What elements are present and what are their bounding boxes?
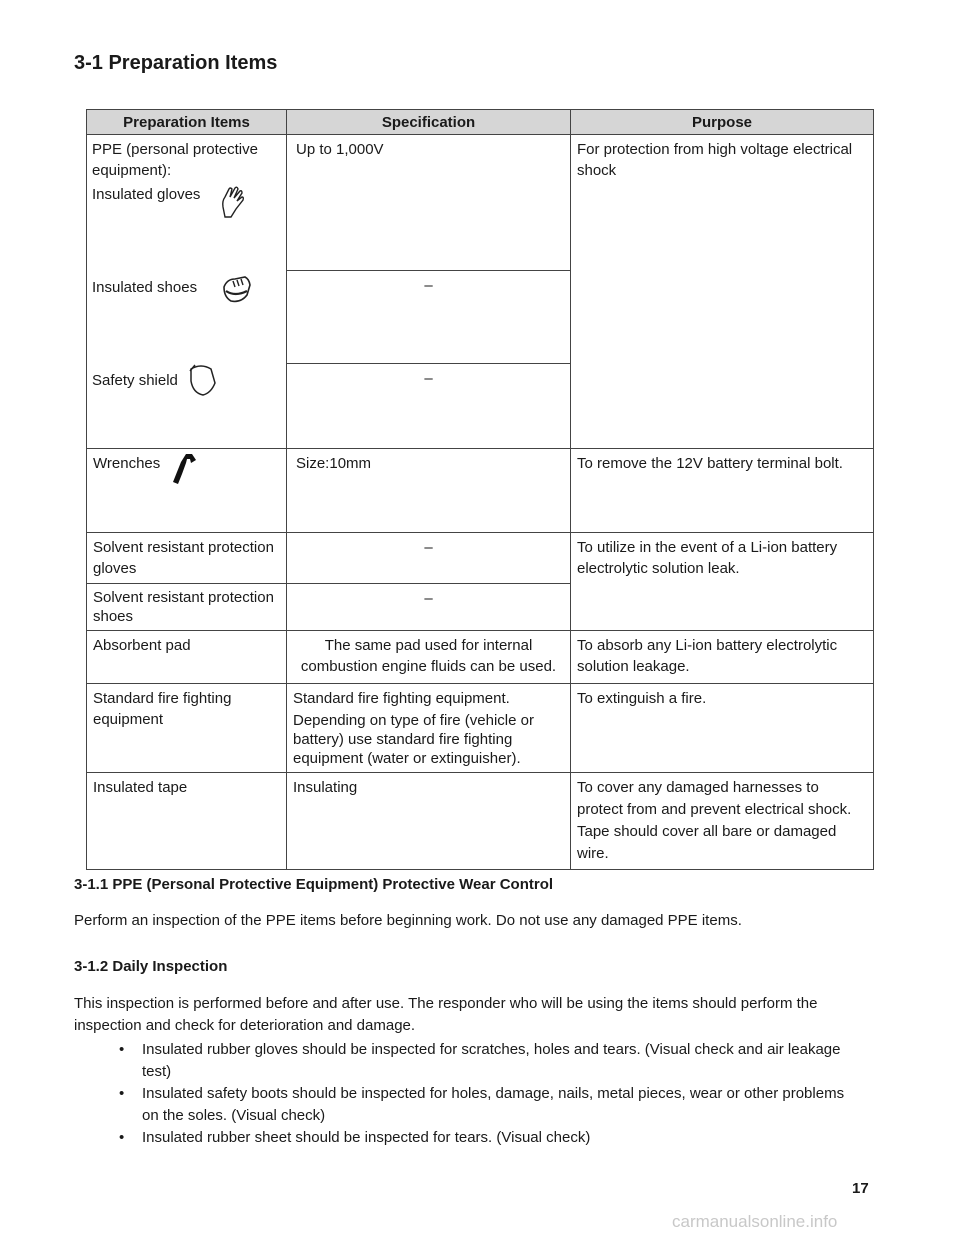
daily-inspection-text: This inspection is performed before and after use. The responder who will be using the items should perform the inspection and check for deterioration and damage. <box>74 995 818 1034</box>
subsection-title-ppe-control: 3-1.1 PPE (Personal Protective Equipment) Protective Wear Control <box>74 876 554 893</box>
shoe-icon <box>221 273 253 305</box>
insulated-shoes-spec: – <box>287 271 571 364</box>
wrenches-spec: Size:10mm <box>287 449 571 533</box>
solvent-shoes-spec: – <box>287 584 571 631</box>
solvent-shoes-label: Solvent resistant protection shoes <box>87 584 287 631</box>
insulated-shoes-label: Insulated shoes <box>92 279 198 296</box>
header-purpose: Purpose <box>571 110 874 135</box>
list-item: • Insulated rubber gloves should be inspected for scratches, holes and tears. (Visual check and air leakage test) <box>119 1041 841 1080</box>
wrenches-label: Wrenches <box>93 455 161 472</box>
table-row <box>87 684 874 773</box>
safety-shield-label: Safety shield <box>92 372 178 389</box>
insulated-tape-label: Insulated tape <box>87 773 287 870</box>
watermark: carmanualsonline.info <box>672 1212 838 1231</box>
fire-fighting-spec-line2: Depending on type of fire (vehicle or battery) use standard fire fighting equipment (water or extinguisher). <box>293 712 534 767</box>
safety-shield-icon <box>187 361 217 397</box>
fire-fighting-label: Standard fire fighting equipment <box>87 684 287 773</box>
list-item: • Insulated safety boots should be inspected for holes, damage, nails, metal pieces, wear or other problems on the soles. (Visual check) <box>119 1085 845 1124</box>
insulated-gloves-spec: Up to 1,000V <box>287 135 571 271</box>
section-title: 3-1 Preparation Items <box>74 52 278 74</box>
header-items: Preparation Items <box>87 110 287 135</box>
ppe-control-text: Perform an inspection of the PPE items before beginning work. Do not use any damaged PPE items. <box>74 912 742 929</box>
solvent-purpose: To utilize in the event of a Li-ion battery electrolytic solution leak. <box>571 533 874 631</box>
fire-fighting-purpose: To extinguish a fire. <box>571 684 874 773</box>
insulated-tape-purpose: To cover any damaged harnesses to protect from and prevent electrical shock. Tape should cover all bare or damaged wire. <box>571 773 874 870</box>
wrenches-purpose: To remove the 12V battery terminal bolt. <box>571 449 874 533</box>
table-row <box>87 773 874 870</box>
preparation-items-table <box>86 109 874 870</box>
ppe-items-cell <box>87 135 287 449</box>
table-row <box>87 533 874 584</box>
bullet-text: Insulated rubber gloves should be inspected for scratches, holes and tears. (Visual check and air leakage test) <box>142 1041 841 1080</box>
list-item: • Insulated rubber sheet should be inspected for tears. (Visual check) <box>119 1129 591 1146</box>
absorbent-pad-spec: The same pad used for internal combustion engine fluids can be used. <box>287 631 571 684</box>
absorbent-pad-purpose: To absorb any Li-ion battery electrolytic solution leakage. <box>571 631 874 684</box>
header-specification: Specification <box>287 110 571 135</box>
ppe-intro: PPE (personal protective equipment): <box>92 141 258 179</box>
table-row <box>87 135 874 271</box>
absorbent-pad-label: Absorbent pad <box>87 631 287 684</box>
bullet-text: Insulated rubber sheet should be inspected for tears. (Visual check) <box>142 1129 591 1146</box>
fire-fighting-spec-line1: Standard fire fighting equipment. <box>293 690 510 707</box>
wrenches-cell <box>87 449 287 533</box>
bullet-text: Insulated safety boots should be inspected for holes, damage, nails, metal pieces, wear or other problems on the soles. (Visual check) <box>142 1085 845 1124</box>
fire-fighting-spec-cell <box>287 684 571 773</box>
solvent-gloves-spec: – <box>287 533 571 584</box>
table-header-row <box>87 110 874 135</box>
page-number: 17 <box>852 1180 869 1197</box>
glove-icon <box>219 185 249 219</box>
insulated-tape-spec: Insulating <box>287 773 571 870</box>
ppe-purpose: For protection from high voltage electrical shock <box>571 135 874 449</box>
subsection-title-daily-inspection: 3-1.2 Daily Inspection <box>74 958 228 975</box>
solvent-gloves-label: Solvent resistant protection gloves <box>87 533 287 584</box>
table-row <box>87 449 874 533</box>
inspection-bullet-list <box>116 1039 856 1149</box>
insulated-gloves-label: Insulated gloves <box>92 186 201 203</box>
safety-shield-spec: – <box>287 364 571 449</box>
table-row <box>87 631 874 684</box>
wrench-icon <box>170 452 198 486</box>
